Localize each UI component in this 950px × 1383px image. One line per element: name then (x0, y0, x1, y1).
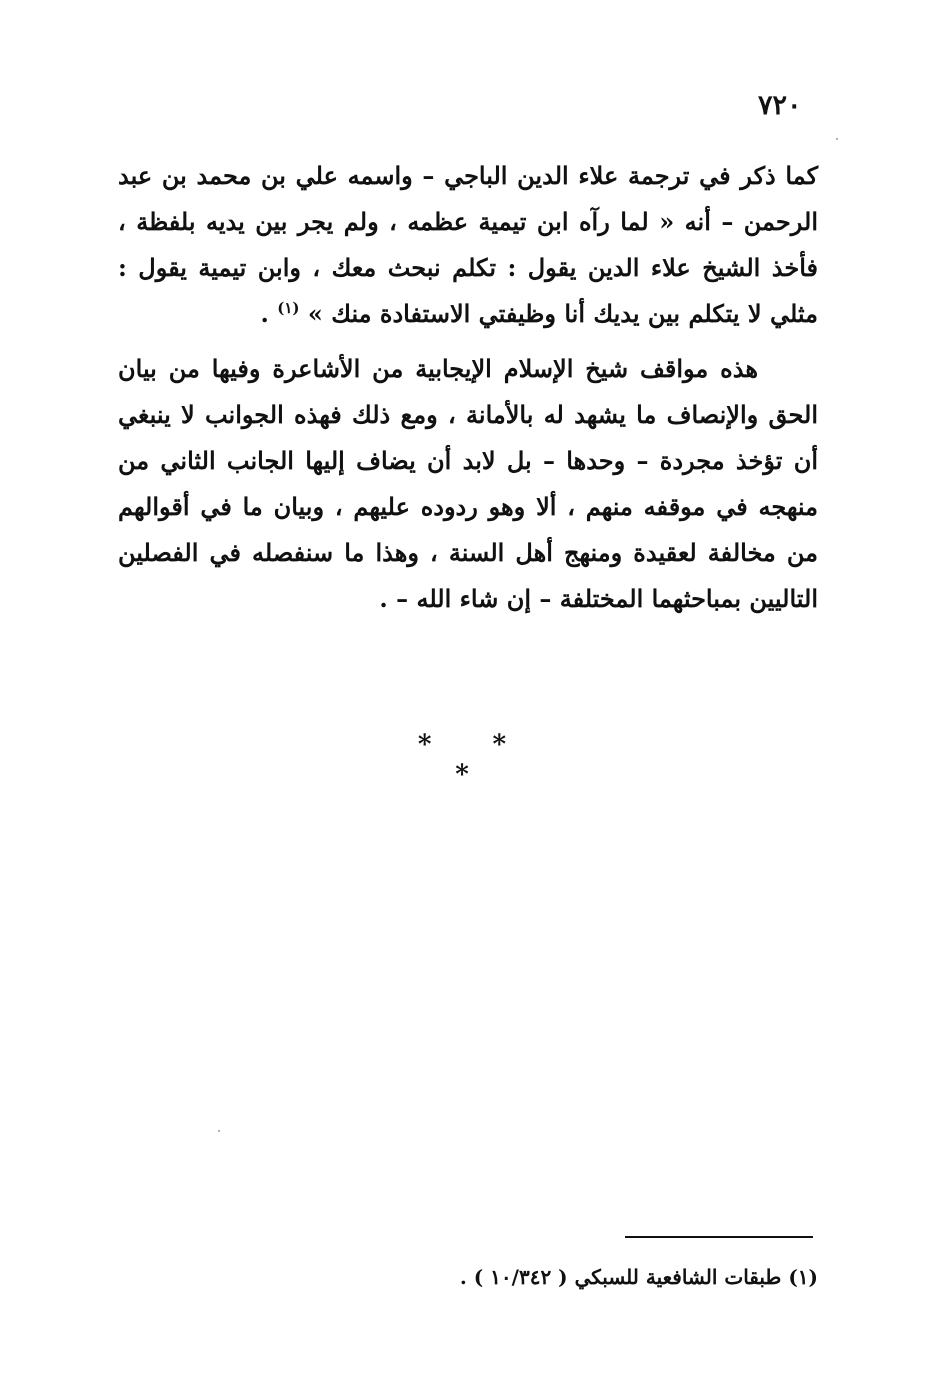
paragraph-2 (118, 346, 818, 622)
section-separator: * * * (417, 730, 533, 790)
footnote-reference[interactable]: (١) (277, 299, 300, 317)
scan-speck (836, 138, 838, 140)
footnote: (١) طبقات الشافعية للسبكي ( ١٠/٣٤٢ ) . (459, 1265, 818, 1289)
page-number: ٧٢٠ (758, 90, 802, 121)
paragraph-1-text: كما ذكر في ترجمة علاء الدين الباجي – واسمه علي بن محمد بن عبد الرحمن – أنه « لما رآه ابن تيمية عظمه ، ولم يجر بين يديه بلفظة ، فأخذ الشيخ علاء الدين يقول : تكلم نبحث معك ، وابن تيمية يقول : مثلي لا يتكلم بين يديك أنا وظيفتي الاستفادة منك » (118, 161, 818, 328)
paragraph-1 (118, 153, 818, 337)
paragraph-1-tail: . (260, 299, 278, 328)
scan-speck (218, 1130, 220, 1132)
paragraph-2-text: هذه مواقف شيخ الإسلام الإيجابية من الأشاعرة وفيها من بيان الحق والإنصاف ما يشهد له بالأمانة ، ومع ذلك فهذه الجوانب لا ينبغي أن تؤخذ مجردة – وحدها – بل لابد أن يضاف إليها الجانب الثاني من منهجه في موقفه منهم ، ألا وهو ردوده عليهم ، وبيان ما في أقوالهم من مخالفة لعقيدة ومنهج أهل السنة ، وهذا ما سنفصله في الفصلين التاليين بمباحثهما المختلفة – إن شاء الله – . (118, 354, 818, 613)
footnote-divider (625, 1236, 813, 1238)
